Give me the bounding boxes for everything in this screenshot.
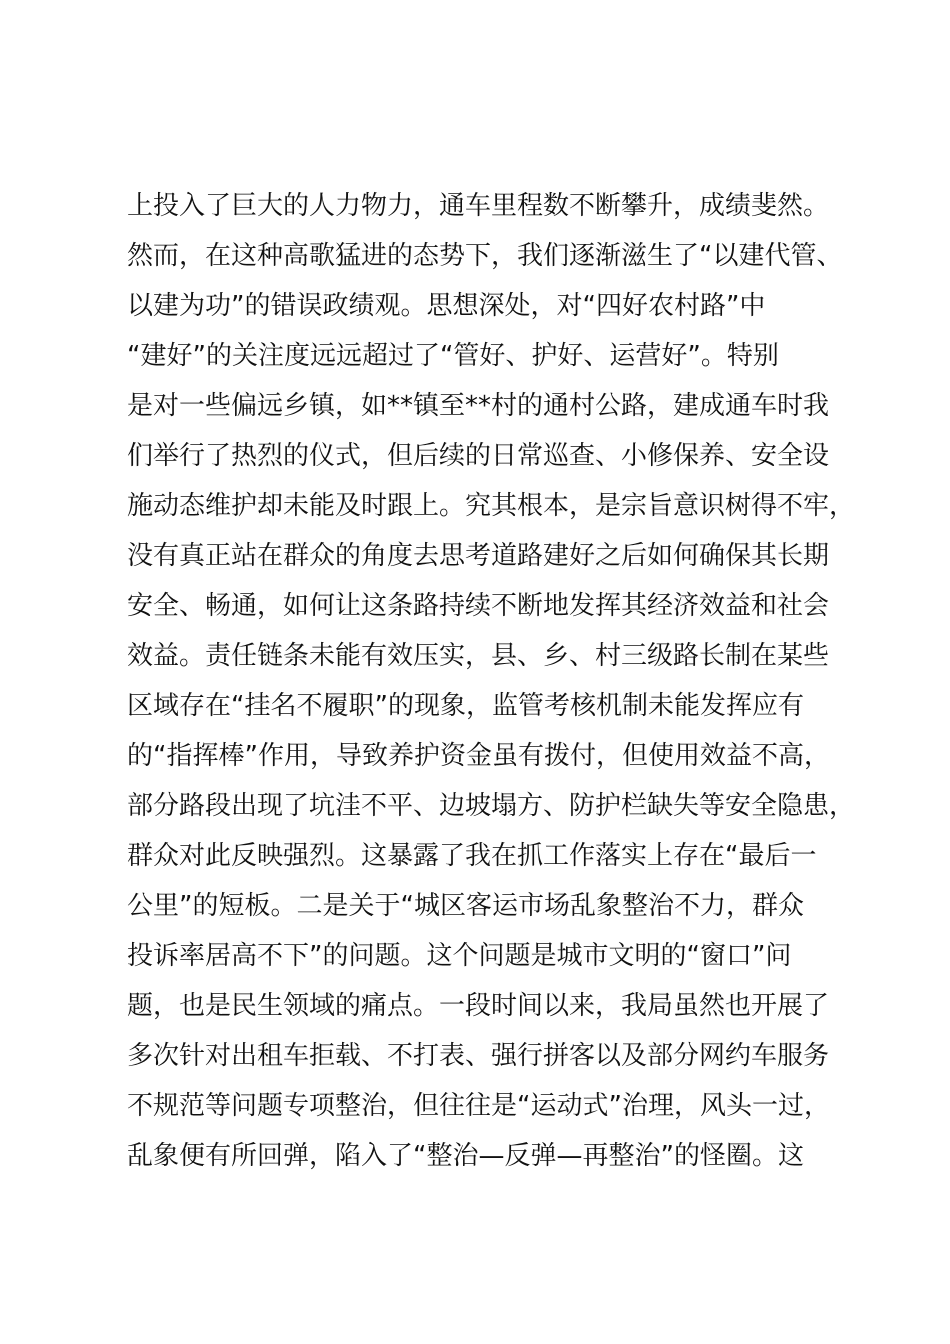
text-line: 上投入了巨大的人力物力，通车里程数不断攀升，成绩斐然。	[127, 191, 830, 221]
body-text	[127, 181, 867, 1181]
text-line: 效益。责任链条未能有效压实，县、乡、村三级路长制在某些	[127, 641, 830, 671]
text-line: 们举行了热烈的仪式，但后续的日常巡查、小修保养、安全设	[127, 441, 830, 471]
text-line: 然而，在这种高歌猛进的态势下，我们逐渐滋生了“以建代管、	[127, 241, 843, 271]
text-line: 安全、畅通，如何让这条路持续不断地发挥其经济效益和社会	[127, 591, 830, 621]
text-line: 公里”的短板。二是关于“城区客运市场乱象整治不力，群众	[127, 891, 804, 921]
text-line: 没有真正站在群众的角度去思考道路建好之后如何确保其长期	[127, 541, 830, 571]
text-line: 施动态维护却未能及时跟上。究其根本，是宗旨意识树得不牢，	[127, 491, 856, 521]
text-line: 群众对此反映强烈。这暴露了我在抓工作落实上存在“最后一	[127, 841, 817, 871]
text-line: 投诉率居高不下”的问题。这个问题是城市文明的“窗口”问	[127, 941, 792, 971]
text-line: 的“指挥棒”作用，导致养护资金虽有拨付，但使用效益不高，	[127, 741, 830, 771]
text-line: 多次针对出租车拒载、不打表、强行拼客以及部分网约车服务	[127, 1041, 830, 1071]
text-line: 部分路段出现了坑洼不平、边坡塌方、防护栏缺失等安全隐患，	[127, 791, 856, 821]
text-line: 乱象便有所回弹，陷入了“整治—反弹—再整治”的怪圈。这	[127, 1141, 804, 1171]
text-line: “建好”的关注度远远超过了“管好、护好、运营好”。特别	[127, 341, 779, 371]
text-line: 以建为功”的错误政绩观。思想深处，对“四好农村路”中	[127, 291, 766, 321]
text-line: 不规范等问题专项整治，但往往是“运动式”治理，风头一过，	[127, 1091, 830, 1121]
text-line: 题，也是民生领域的痛点。一段时间以来，我局虽然也开展了	[127, 991, 830, 1021]
text-line: 区域存在“挂名不履职”的现象，监管考核机制未能发挥应有	[127, 691, 804, 721]
text-line: 是对一些偏远乡镇，如**镇至**村的通村公路，建成通车时我	[127, 391, 830, 421]
